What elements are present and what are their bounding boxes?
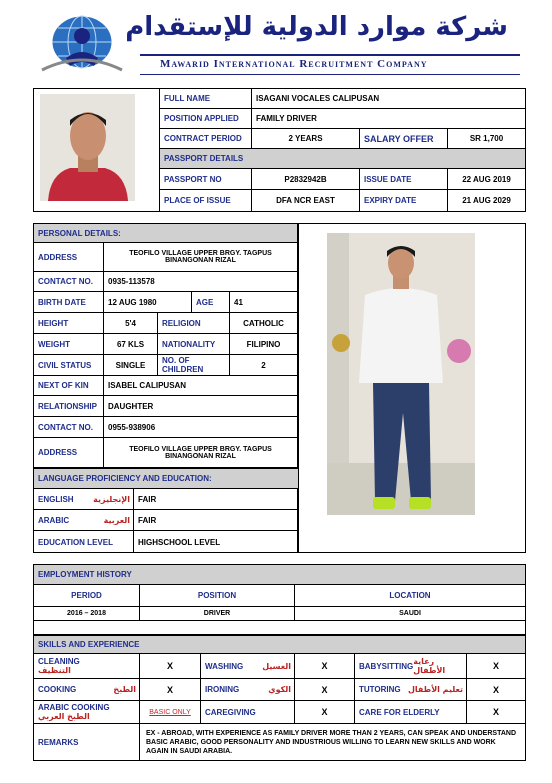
passport-no-value: P2832942B	[252, 169, 360, 190]
salary-label: SALARY OFFER	[360, 129, 448, 149]
passport-details-header: PASSPORT DETAILS	[160, 149, 526, 169]
contact-label: CONTACT NO.	[34, 272, 104, 292]
cleaning-value: X	[140, 654, 201, 679]
expiry-value: 21 AUG 2029	[448, 190, 526, 212]
relationship-value: DAUGHTER	[104, 396, 298, 417]
cooking-label-arabic: الطبخ	[113, 685, 136, 694]
babysitting-label-text: BABYSITTING	[359, 661, 414, 671]
cleaning-label-arabic: التنظيف	[38, 666, 71, 675]
full-name-value: ISAGANI VOCALES CALIPUSAN	[252, 89, 526, 109]
arabic-label-text: ARABIC	[38, 515, 70, 525]
washing-label	[201, 654, 295, 679]
employment-location: SAUDI	[295, 607, 526, 621]
arabic-value: FAIR	[134, 510, 298, 531]
skills-header: SKILLS AND EXPERIENCE	[33, 635, 526, 654]
remarks-value: EX - ABROAD, WITH EXPERIENCE AS FAMILY DRIVER MORE THAN 2 YEARS, CAN SPEAK AND UNDERSTAND BASIC ARABIC, GOOD PERSONALITY AND INDUSTRIOUS WILLING TO LEARN NEW SKILLS AND WORK AGAIN IN SAUDI ARABIA.	[140, 724, 526, 761]
english-value: FAIR	[134, 489, 298, 510]
contact-value: 0935-113578	[104, 272, 298, 292]
caregiving-value: X	[295, 701, 355, 724]
passport-no-label: PASSPORT NO	[160, 169, 252, 190]
height-label: HEIGHT	[34, 313, 104, 334]
address-value: TEOFILO VILLAGE UPPER BRGY. TAGPUS BINANGONAN RIZAL	[104, 243, 298, 272]
age-value: 41	[230, 292, 298, 313]
next-of-kin-value: ISABEL CALIPUSAN	[104, 376, 298, 396]
babysitting-value: X	[467, 654, 526, 679]
col-location: LOCATION	[295, 585, 526, 607]
employment-position: DRIVER	[140, 607, 295, 621]
education-value: HIGHSCHOOL LEVEL	[134, 531, 298, 553]
cooking-label	[34, 679, 140, 701]
photo-small	[40, 94, 135, 201]
height-value: 5'4	[104, 313, 158, 334]
elderly-value: X	[467, 701, 526, 724]
weight-value: 67 KLS	[104, 334, 158, 355]
relationship-label: RELATIONSHIP	[34, 396, 104, 417]
address-label: ADDRESS	[34, 243, 104, 272]
nationality-value: FILIPINO	[230, 334, 298, 355]
arabic-cooking-value-text: BASIC ONLY	[149, 708, 191, 716]
arabic-cooking-value	[140, 701, 201, 724]
cleaning-label-text: CLEANING	[38, 657, 80, 666]
religion-value: CATHOLIC	[230, 313, 298, 334]
children-label: NO. OF CHILDREN	[158, 355, 230, 376]
personal-divider	[298, 223, 299, 553]
contact2-value: 0955-938906	[104, 417, 298, 438]
full-name-label: FULL NAME	[160, 89, 252, 109]
arabic-cooking-label-text: ARABIC COOKING	[38, 703, 110, 712]
company-name-english: Mawarid International Recruitment Company	[160, 58, 428, 70]
position-label: POSITION APPLIED	[160, 109, 252, 129]
arabic-cooking-label	[34, 701, 140, 724]
issue-date-label: ISSUE DATE	[360, 169, 448, 190]
elderly-label: CARE FOR ELDERLY	[355, 701, 467, 724]
remarks-label: REMARKS	[34, 724, 140, 761]
photo-full	[327, 233, 475, 515]
education-label: EDUCATION LEVEL	[34, 531, 134, 553]
birth-label: BIRTH DATE	[34, 292, 104, 313]
position-value: FAMILY DRIVER	[252, 109, 526, 129]
issue-date-value: 22 AUG 2019	[448, 169, 526, 190]
expiry-label: EXPIRY DATE	[360, 190, 448, 212]
weight-label: WEIGHT	[34, 334, 104, 355]
place-label: PLACE OF ISSUE	[160, 190, 252, 212]
washing-value: X	[295, 654, 355, 679]
header-rule	[140, 54, 520, 56]
company-name-arabic: شركة موارد الدولية للإستقدام	[125, 12, 508, 42]
place-value: DFA NCR EAST	[252, 190, 360, 212]
header-rule-2	[140, 74, 520, 75]
language-header: LANGUAGE PROFICIENCY AND EDUCATION:	[33, 468, 299, 489]
contract-label: CONTRACT PERIOD	[160, 129, 252, 149]
employment-period: 2016 – 2018	[34, 607, 140, 621]
cleaning-label	[34, 654, 140, 679]
washing-label-arabic: الغسيل	[262, 661, 291, 671]
contract-value: 2 YEARS	[252, 129, 360, 149]
english-label-arabic: الإنجليزية	[93, 494, 130, 504]
tutoring-value: X	[467, 679, 526, 701]
english-label	[34, 489, 134, 510]
caregiving-label: CAREGIVING	[201, 701, 295, 724]
age-label: AGE	[192, 292, 230, 313]
english-label-text: ENGLISH	[38, 494, 74, 504]
tutoring-label-text: TUTORING	[359, 685, 401, 694]
personal-details-header: PERSONAL DETAILS:	[33, 223, 298, 243]
arabic-label	[34, 510, 134, 531]
arabic-cooking-label-arabic: الطبخ العربي	[38, 712, 90, 721]
nationality-label: NATIONALITY	[158, 334, 230, 355]
ironing-value: X	[295, 679, 355, 701]
address2-label: ADDRESS	[34, 438, 104, 468]
salary-value: SR 1,700	[448, 129, 526, 149]
employment-empty-row	[34, 621, 526, 635]
civil-status-label: CIVIL STATUS	[34, 355, 104, 376]
address2-value: TEOFILO VILLAGE UPPER BRGY. TAGPUS BINANGONAN RIZAL	[104, 438, 298, 468]
washing-label-text: WASHING	[205, 661, 244, 671]
ironing-label-text: IRONING	[205, 685, 240, 694]
col-period: PERIOD	[34, 585, 140, 607]
contact2-label: CONTACT NO.	[34, 417, 104, 438]
company-logo	[36, 10, 128, 82]
col-position: POSITION	[140, 585, 295, 607]
cooking-label-text: COOKING	[38, 685, 77, 694]
cooking-value: X	[140, 679, 201, 701]
babysitting-label	[355, 654, 467, 679]
birth-value: 12 AUG 1980	[104, 292, 192, 313]
tutoring-label-arabic: تعليم الأطفال	[407, 685, 463, 694]
children-value: 2	[230, 355, 298, 376]
next-of-kin-label: NEXT OF KIN	[34, 376, 104, 396]
ironing-label	[201, 679, 295, 701]
civil-status-value: SINGLE	[104, 355, 158, 376]
religion-label: RELIGION	[158, 313, 230, 334]
arabic-label-arabic: العربية	[103, 515, 130, 525]
tutoring-label	[355, 679, 467, 701]
babysitting-label-arabic: رعاية الأطفال	[413, 657, 446, 675]
employment-header: EMPLOYMENT HISTORY	[33, 564, 526, 585]
ironing-label-arabic: الكوي	[268, 685, 291, 694]
